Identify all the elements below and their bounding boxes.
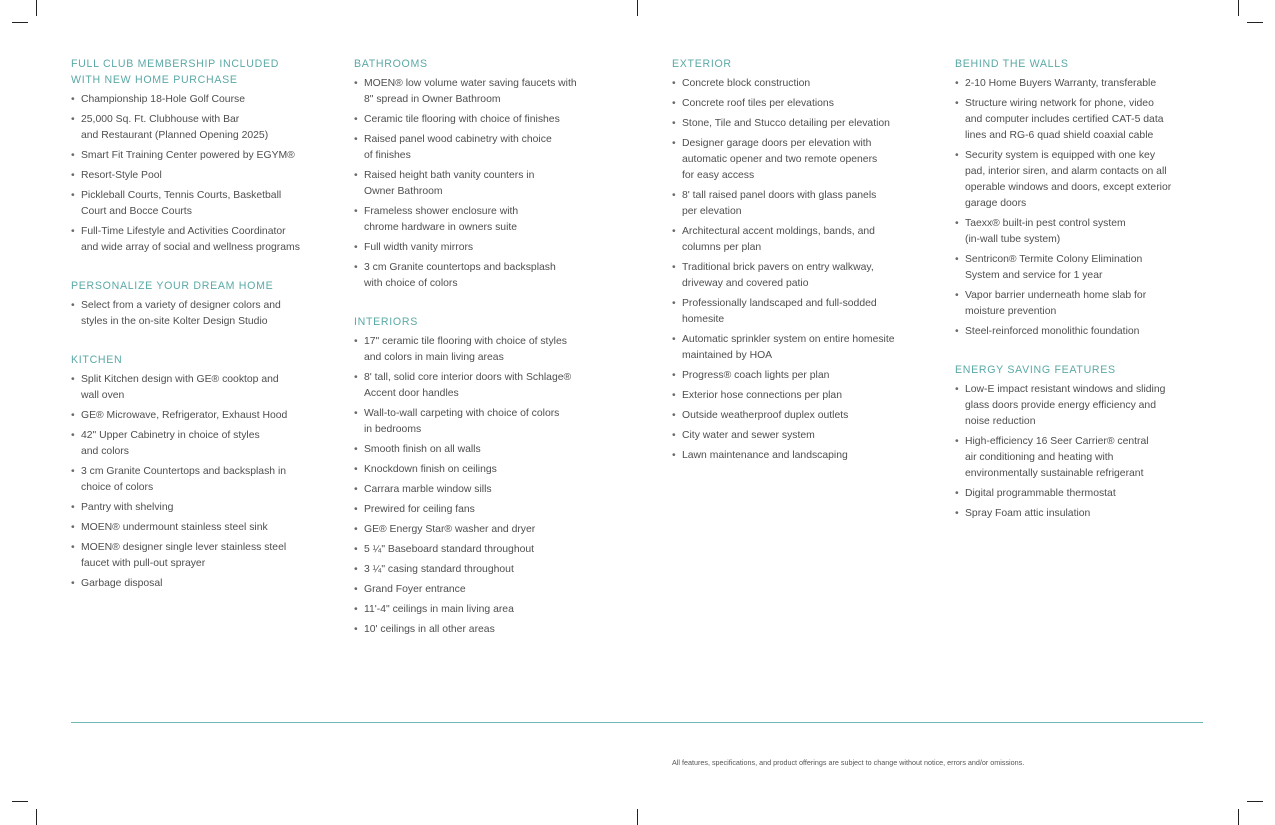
feature-item-line: wall oven: [81, 390, 125, 401]
feature-item: [672, 408, 927, 424]
feature-item-line: • Outside weatherproof duplex outlets: [682, 410, 849, 421]
feature-item: [672, 388, 927, 404]
feature-item-line: • Ceramic tile flooring with choice of finishes: [364, 114, 560, 125]
section-title: [955, 56, 1210, 72]
feature-item: [354, 462, 609, 478]
feature-item-line: air conditioning and heating with: [965, 452, 1114, 463]
feature-item-line: • Pickleball Courts, Tennis Courts, Basketball: [81, 190, 282, 201]
feature-item-line: Court and Bocce Courts: [81, 206, 192, 217]
section-title: [354, 56, 609, 72]
feature-item-line: glass doors provide energy efficiency and: [965, 400, 1156, 411]
feature-item-line: • Architectural accent moldings, bands, and: [682, 226, 875, 237]
feature-item-line: • Carrara marble window sills: [364, 484, 492, 495]
feature-item: [672, 368, 927, 384]
feature-item-line: • Pantry with shelving: [81, 502, 174, 513]
feature-item-line: • 10' ceilings in all other areas: [364, 624, 495, 635]
feature-item: [955, 324, 1210, 340]
feature-item: [71, 372, 326, 404]
feature-item: [672, 76, 927, 92]
feature-item: [672, 224, 927, 256]
feature-item-line: • 8' tall, solid core interior doors with Schlage®: [364, 372, 572, 383]
feature-item-line: operable windows and doors, except exterior: [965, 182, 1172, 193]
feature-item-line: • Taexx® built-in pest control system: [965, 218, 1126, 229]
section-title-line: INTERIORS: [354, 316, 418, 328]
feature-list: [71, 298, 326, 330]
feature-item-line: faucet with pull-out sprayer: [81, 558, 206, 569]
feature-item: [354, 112, 609, 128]
feature-item-line: • Structure wiring network for phone, video: [965, 98, 1154, 109]
feature-item: [672, 116, 927, 132]
feature-item: [672, 332, 927, 364]
feature-item: [354, 582, 609, 598]
feature-item: [955, 252, 1210, 284]
feature-item: [672, 448, 927, 464]
feature-section: [955, 362, 1210, 522]
feature-item-line: pad, interior siren, and alarm contacts on all: [965, 166, 1167, 177]
feature-section: [955, 56, 1210, 340]
feature-item-line: and computer includes certified CAT-5 data: [965, 114, 1164, 125]
feature-item: [955, 96, 1210, 144]
section-title: [71, 56, 326, 88]
feature-item-line: • Resort-Style Pool: [81, 170, 162, 181]
feature-item-line: • 5 ¼" Baseboard standard throughout: [364, 544, 535, 555]
feature-item-line: • City water and sewer system: [682, 430, 815, 441]
feature-section: [71, 352, 326, 592]
feature-item: [672, 260, 927, 292]
feature-item-line: • Championship 18-Hole Golf Course: [81, 94, 246, 105]
feature-item: [354, 406, 609, 438]
feature-item-line: • Stone, Tile and Stucco detailing per elevation: [682, 118, 890, 129]
feature-item-line: homesite: [682, 314, 725, 325]
feature-item: [354, 622, 609, 638]
feature-item: [71, 92, 326, 108]
feature-item: [71, 428, 326, 460]
feature-item-line: and colors in main living areas: [364, 352, 504, 363]
feature-item: [672, 96, 927, 112]
feature-item: [354, 76, 609, 108]
crop-mark: [12, 22, 28, 23]
feature-item-line: and Restaurant (Planned Opening 2025): [81, 130, 269, 141]
section-title-line: KITCHEN: [71, 354, 123, 366]
feature-item-line: • Sentricon® Termite Colony Elimination: [965, 254, 1143, 265]
crop-mark: [12, 801, 28, 802]
feature-item: [71, 298, 326, 330]
feature-item-line: maintained by HOA: [682, 350, 773, 361]
feature-item-line: and wide array of social and wellness programs: [81, 242, 300, 253]
feature-section: [71, 278, 326, 330]
feature-item: [71, 408, 326, 424]
section-title-line: BEHIND THE WALLS: [955, 58, 1069, 70]
feature-item-line: moisture prevention: [965, 306, 1057, 317]
feature-item-line: • Vapor barrier underneath home slab for: [965, 290, 1147, 301]
feature-item: [354, 602, 609, 618]
crop-mark: [637, 809, 638, 825]
feature-item: [955, 486, 1210, 502]
feature-item-line: (in-wall tube system): [965, 234, 1061, 245]
feature-item-line: • Security system is equipped with one key: [965, 150, 1156, 161]
feature-item: [354, 260, 609, 292]
feature-item-line: • Automatic sprinkler system on entire homesite: [682, 334, 895, 345]
feature-item-line: • Garbage disposal: [81, 578, 163, 589]
feature-item-line: • Traditional brick pavers on entry walkway,: [682, 262, 874, 273]
feature-list: [955, 382, 1210, 522]
crop-mark: [637, 0, 638, 16]
feature-item-line: choice of colors: [81, 482, 154, 493]
section-title-line: BATHROOMS: [354, 58, 428, 70]
feature-item: [354, 522, 609, 538]
feature-section: [354, 56, 609, 292]
crop-mark: [1247, 801, 1263, 802]
feature-item: [71, 500, 326, 516]
feature-item-line: • 2-10 Home Buyers Warranty, transferable: [965, 78, 1157, 89]
section-title: [71, 278, 326, 294]
feature-item-line: • Progress® coach lights per plan: [682, 370, 830, 381]
feature-item: [71, 576, 326, 592]
feature-item: [71, 540, 326, 572]
feature-item: [354, 204, 609, 236]
feature-item-line: • Prewired for ceiling fans: [364, 504, 475, 515]
feature-item-line: • Select from a variety of designer colors and: [81, 300, 281, 311]
section-title-line: FULL CLUB MEMBERSHIP INCLUDED: [71, 58, 280, 70]
feature-section: [71, 56, 326, 256]
crop-mark: [1238, 809, 1239, 825]
feature-item-line: • Full width vanity mirrors: [364, 242, 474, 253]
feature-item-line: 8" spread in Owner Bathroom: [364, 94, 501, 105]
feature-item: [71, 168, 326, 184]
feature-item-line: driveway and covered patio: [682, 278, 809, 289]
feature-item-line: • Spray Foam attic insulation: [965, 508, 1091, 519]
feature-item-line: for easy access: [682, 170, 755, 181]
feature-item-line: lines and RG-6 quad shield coaxial cable: [965, 130, 1154, 141]
feature-item: [672, 428, 927, 444]
section-title-line: ENERGY SAVING FEATURES: [955, 364, 1116, 376]
feature-item: [354, 240, 609, 256]
feature-item-line: • Professionally landscaped and full-sodded: [682, 298, 877, 309]
feature-item-line: garage doors: [965, 198, 1027, 209]
feature-item: [672, 136, 927, 184]
feature-item-line: styles in the on-site Kolter Design Studio: [81, 316, 268, 327]
feature-item: [354, 562, 609, 578]
feature-item: [955, 148, 1210, 212]
feature-item-line: • Digital programmable thermostat: [965, 488, 1116, 499]
feature-item-line: columns per plan: [682, 242, 762, 253]
feature-list: [71, 372, 326, 592]
feature-item-line: of finishes: [364, 150, 411, 161]
section-title-line: EXTERIOR: [672, 58, 732, 70]
feature-item-line: Owner Bathroom: [364, 186, 443, 197]
feature-item-line: noise reduction: [965, 416, 1036, 427]
feature-item-line: • Concrete roof tiles per elevations: [682, 98, 834, 109]
feature-item-line: • 25,000 Sq. Ft. Clubhouse with Bar: [81, 114, 240, 125]
feature-item: [354, 370, 609, 402]
feature-item-line: • 3 cm Granite Countertops and backsplash in: [81, 466, 287, 477]
feature-item: [955, 288, 1210, 320]
section-title: [71, 352, 326, 368]
feature-list: [354, 76, 609, 292]
feature-item: [354, 482, 609, 498]
crop-mark: [36, 0, 37, 16]
crop-mark: [1247, 22, 1263, 23]
feature-item-line: automatic opener and two remote openers: [682, 154, 878, 165]
feature-item: [955, 382, 1210, 430]
feature-item: [672, 296, 927, 328]
feature-item-line: with choice of colors: [364, 278, 458, 289]
feature-item: [71, 464, 326, 496]
feature-item: [354, 542, 609, 558]
feature-item-line: • MOEN® designer single lever stainless steel: [81, 542, 287, 553]
crop-mark: [1238, 0, 1239, 16]
feature-item-line: • 17" ceramic tile flooring with choice of styles: [364, 336, 567, 347]
feature-item-line: Accent door handles: [364, 388, 459, 399]
feature-section: [672, 56, 927, 464]
feature-item: [955, 434, 1210, 482]
feature-item-line: • 42" Upper Cabinetry in choice of styles: [81, 430, 260, 441]
feature-item-line: • Full-Time Lifestyle and Activities Coordinator: [81, 226, 286, 237]
feature-column: [672, 56, 927, 486]
feature-item-line: System and service for 1 year: [965, 270, 1103, 281]
feature-item: [354, 442, 609, 458]
feature-item-line: • Exterior hose connections per plan: [682, 390, 842, 401]
feature-item-line: • Knockdown finish on ceilings: [364, 464, 497, 475]
disclaimer: All features, specifications, and product offerings are subject to change without notice, errors and/or omissions.: [672, 758, 1025, 767]
feature-item-line: in bedrooms: [364, 424, 422, 435]
feature-item-line: • Frameless shower enclosure with: [364, 206, 519, 217]
feature-item-line: • Lawn maintenance and landscaping: [682, 450, 848, 461]
feature-column: [71, 56, 326, 614]
feature-item-line: • Smooth finish on all walls: [364, 444, 481, 455]
feature-item-line: and colors: [81, 446, 129, 457]
feature-item-line: chrome hardware in owners suite: [364, 222, 518, 233]
feature-item-line: • 8' tall raised panel doors with glass panels: [682, 190, 877, 201]
feature-item-line: • Low-E impact resistant windows and sliding: [965, 384, 1166, 395]
feature-item: [955, 216, 1210, 248]
feature-item-line: • High-efficiency 16 Seer Carrier® central: [965, 436, 1149, 447]
feature-item: [354, 168, 609, 200]
feature-item: [71, 188, 326, 220]
feature-item: [955, 76, 1210, 92]
feature-list: [354, 334, 609, 638]
crop-mark: [36, 809, 37, 825]
feature-list: [672, 76, 927, 464]
feature-item-line: • Steel-reinforced monolithic foundation: [965, 326, 1140, 337]
feature-item-line: • Designer garage doors per elevation with: [682, 138, 872, 149]
feature-item-line: • Smart Fit Training Center powered by EGYM®: [81, 150, 295, 161]
section-title-line: PERSONALIZE YOUR DREAM HOME: [71, 280, 274, 292]
section-title-line: WITH NEW HOME PURCHASE: [71, 74, 238, 86]
feature-item-line: per elevation: [682, 206, 742, 217]
feature-item-line: • 3 ¼" casing standard throughout: [364, 564, 514, 575]
feature-item-line: environmentally sustainable refrigerant: [965, 468, 1144, 479]
feature-item-line: • 3 cm Granite countertops and backsplash: [364, 262, 556, 273]
feature-item-line: • GE® Microwave, Refrigerator, Exhaust Hood: [81, 410, 288, 421]
feature-item-line: • GE® Energy Star® washer and dryer: [364, 524, 536, 535]
feature-item: [354, 132, 609, 164]
feature-item-line: • 11'-4" ceilings in main living area: [364, 604, 514, 615]
feature-item-line: • Split Kitchen design with GE® cooktop and: [81, 374, 279, 385]
feature-list: [955, 76, 1210, 340]
feature-item: [672, 188, 927, 220]
feature-section: [354, 314, 609, 638]
feature-item-line: • Grand Foyer entrance: [364, 584, 466, 595]
section-title: [955, 362, 1210, 378]
feature-item-line: • Concrete block construction: [682, 78, 811, 89]
feature-item: [354, 334, 609, 366]
feature-item-line: • MOEN® low volume water saving faucets with: [364, 78, 577, 89]
feature-item: [71, 520, 326, 536]
feature-item: [71, 224, 326, 256]
feature-list: [71, 92, 326, 256]
section-title: [672, 56, 927, 72]
feature-item-line: • Wall-to-wall carpeting with choice of colors: [364, 408, 560, 419]
feature-item-line: • MOEN® undermount stainless steel sink: [81, 522, 268, 533]
feature-item: [71, 112, 326, 144]
feature-column: [354, 56, 609, 660]
feature-item-line: • Raised panel wood cabinetry with choice: [364, 134, 552, 145]
feature-item-line: • Raised height bath vanity counters in: [364, 170, 535, 181]
footer-divider: [71, 722, 1203, 723]
feature-column: [955, 56, 1210, 544]
section-title: [354, 314, 609, 330]
feature-item: [955, 506, 1210, 522]
feature-item: [354, 502, 609, 518]
feature-item: [71, 148, 326, 164]
